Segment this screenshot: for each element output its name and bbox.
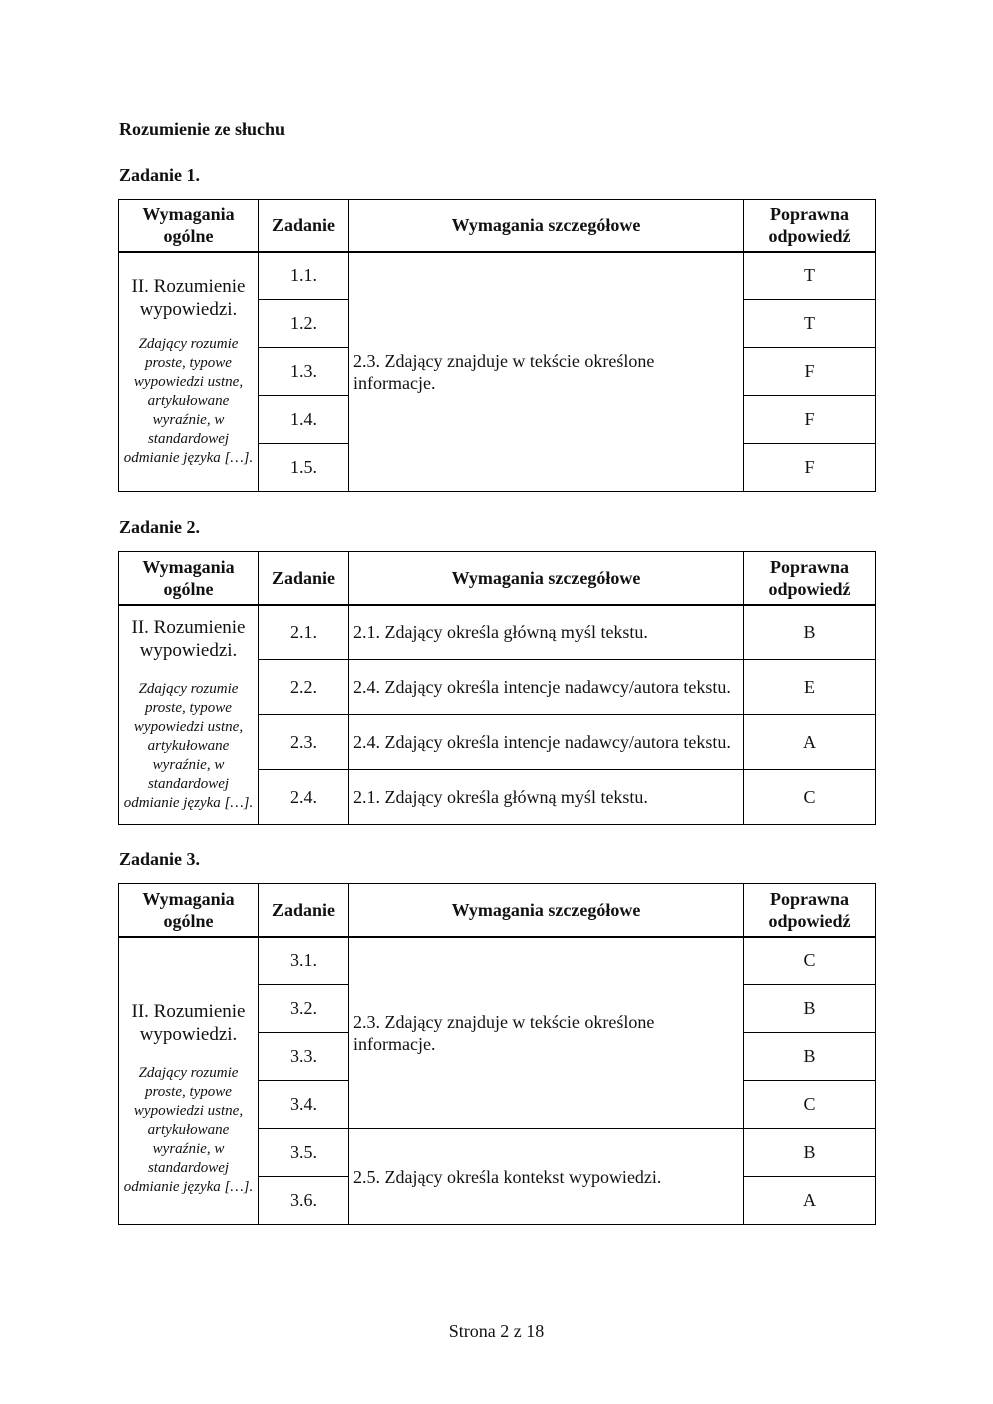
requirement-main: II. Rozumienie wypowiedzi. <box>131 1001 246 1046</box>
requirement-main: II. Rozumienie wypowiedzi. <box>131 617 246 662</box>
task-number: 3.5. <box>259 1129 349 1177</box>
section-title: Rozumienie ze słuchu <box>119 119 285 139</box>
detailed-requirement: 2.3. Zdający znajduje w tekście określone informacje. <box>349 937 744 1129</box>
detailed-requirement: 2.1. Zdający określa główną myśl tekstu. <box>349 770 744 825</box>
header-detailed: Wymagania szczegółowe <box>349 200 744 252</box>
detailed-requirement: 2.1. Zdający określa główną myśl tekstu. <box>349 605 744 660</box>
task-number: 2.3. <box>259 715 349 770</box>
correct-answer: C <box>744 937 876 985</box>
task-number: 1.2. <box>259 300 349 348</box>
task-number: 3.6. <box>259 1177 349 1225</box>
requirement-main: II. Rozumienie wypowiedzi. <box>131 276 246 321</box>
task1-table <box>118 199 876 492</box>
requirement-description: Zdający rozumie proste, typowe wypowiedzi ustne, artykułowane wyraźnie, w standardowej odmianie języka […]. <box>123 681 254 812</box>
task-number: 3.2. <box>259 985 349 1033</box>
table-row <box>119 252 876 300</box>
general-requirement-cell <box>119 605 259 825</box>
header-answer: Poprawna odpowiedź <box>744 200 876 252</box>
task1-title: Zadanie 1. <box>119 165 201 185</box>
general-requirement-cell <box>119 252 259 492</box>
task3-title: Zadanie 3. <box>119 849 201 869</box>
task-number: 1.4. <box>259 396 349 444</box>
header-answer: Poprawna odpowiedź <box>744 552 876 605</box>
header-task: Zadanie <box>259 884 349 937</box>
correct-answer: B <box>744 1129 876 1177</box>
task-number: 3.4. <box>259 1081 349 1129</box>
correct-answer: T <box>744 252 876 300</box>
task2-table <box>118 551 876 825</box>
header-task: Zadanie <box>259 200 349 252</box>
general-requirement-cell <box>119 937 259 1225</box>
detailed-requirement: 2.5. Zdający określa kontekst wypowiedzi. <box>349 1129 744 1225</box>
correct-answer: B <box>744 605 876 660</box>
table-header-row <box>119 884 876 937</box>
correct-answer: F <box>744 348 876 396</box>
correct-answer: F <box>744 396 876 444</box>
correct-answer: C <box>744 770 876 825</box>
correct-answer: C <box>744 1081 876 1129</box>
detailed-requirement: 2.3. Zdający znajduje w tekście określone informacje. <box>349 252 744 492</box>
header-answer: Poprawna odpowiedź <box>744 884 876 937</box>
header-detailed: Wymagania szczegółowe <box>349 552 744 605</box>
task3-table <box>118 883 876 1225</box>
task-number: 3.3. <box>259 1033 349 1081</box>
task-number: 3.1. <box>259 937 349 985</box>
task-number: 2.4. <box>259 770 349 825</box>
requirement-description: Zdający rozumie proste, typowe wypowiedzi ustne, artykułowane wyraźnie, w standardowej odmianie języka […]. <box>123 1065 254 1196</box>
table-header-row <box>119 200 876 252</box>
correct-answer: F <box>744 444 876 492</box>
correct-answer: E <box>744 660 876 715</box>
table-row <box>119 937 876 985</box>
correct-answer: A <box>744 1177 876 1225</box>
task-number: 1.1. <box>259 252 349 300</box>
correct-answer: A <box>744 715 876 770</box>
correct-answer: T <box>744 300 876 348</box>
task-number: 1.3. <box>259 348 349 396</box>
correct-answer: B <box>744 1033 876 1081</box>
header-task: Zadanie <box>259 552 349 605</box>
requirement-description: Zdający rozumie proste, typowe wypowiedzi ustne, artykułowane wyraźnie, w standardowej odmianie języka […]. <box>123 336 254 467</box>
table-header-row <box>119 552 876 605</box>
task-number: 2.2. <box>259 660 349 715</box>
header-general: Wymagania ogólne <box>119 884 259 937</box>
header-general: Wymagania ogólne <box>119 552 259 605</box>
header-general: Wymagania ogólne <box>119 200 259 252</box>
detailed-requirement: 2.4. Zdający określa intencje nadawcy/autora tekstu. <box>349 715 744 770</box>
task2-title: Zadanie 2. <box>119 517 201 537</box>
page-footer: Strona 2 z 18 <box>448 1321 545 1341</box>
task-number: 1.5. <box>259 444 349 492</box>
detailed-requirement: 2.4. Zdający określa intencje nadawcy/autora tekstu. <box>349 660 744 715</box>
task-number: 2.1. <box>259 605 349 660</box>
correct-answer: B <box>744 985 876 1033</box>
table-row <box>119 605 876 660</box>
header-detailed: Wymagania szczegółowe <box>349 884 744 937</box>
